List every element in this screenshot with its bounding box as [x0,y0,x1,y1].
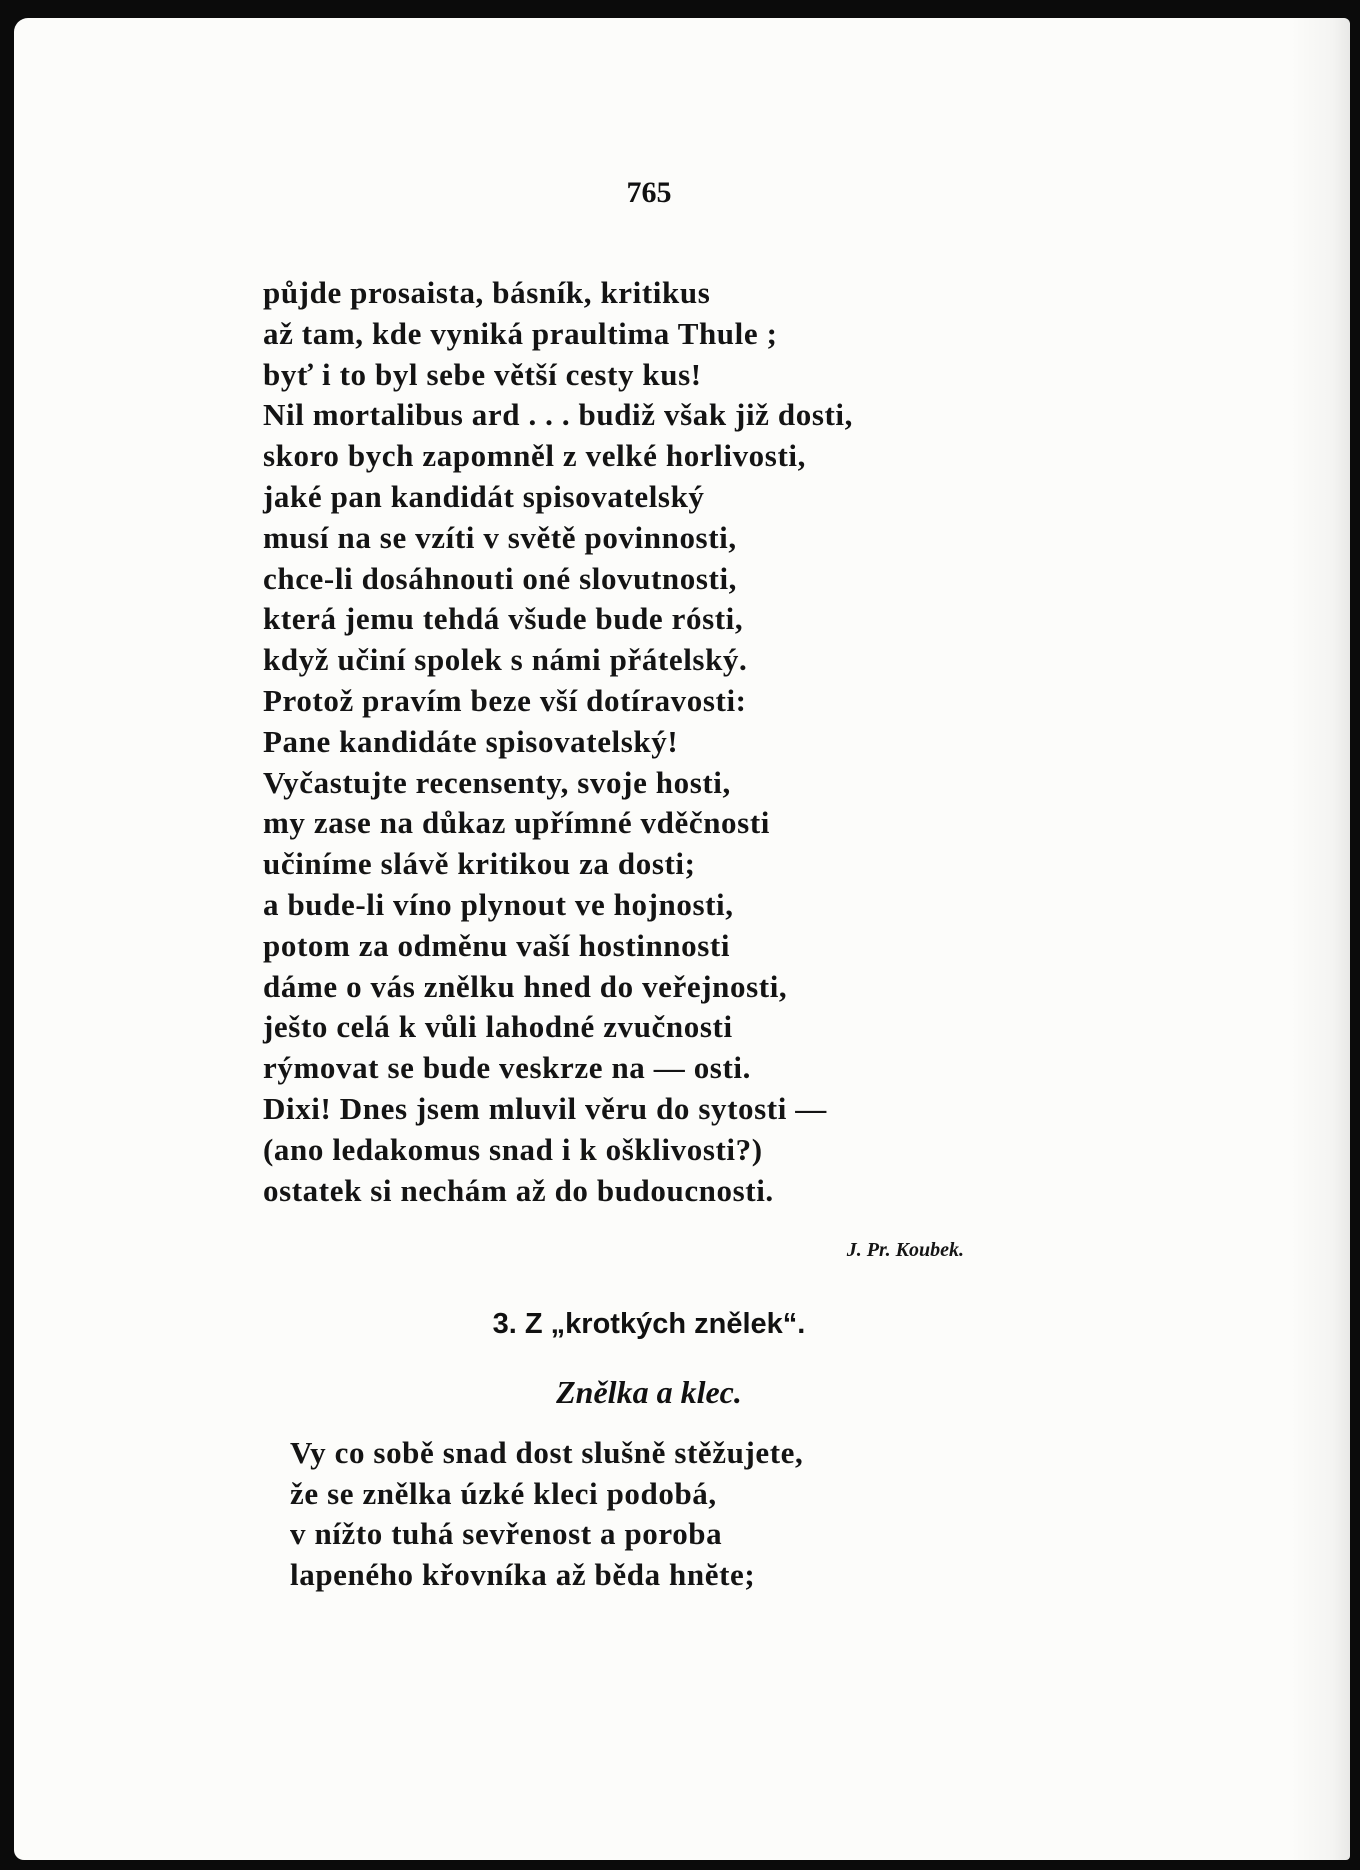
verse-line: když učiní spolek s námi přátelský. [263,642,748,678]
verse-line: musí na se vzíti v světě povinnosti, [263,519,737,555]
page-number: 765 [626,176,672,209]
verse-line: Pane kandidáte spisovatelský! [263,723,679,759]
verse-line: chce-li dosáhnouti oné slovutnosti, [263,560,738,596]
verse-line: (ano ledakomus snad i k ošklivosti?) [263,1131,763,1167]
verse-line: ješto celá k vůli lahodné zvučnosti [263,1009,733,1045]
verse-line: Protož pravím beze vší dotíravosti: [263,682,747,718]
verse-line: jaké pan kandidát spisovatelský [263,478,705,514]
verse-line: my zase na důkaz upřímné vděčnosti [263,805,770,841]
sonnet-text [290,1433,1050,1595]
author-signature: J. Pr. Koubek. [846,1239,964,1261]
verse-line: učiníme slávě kritikou za dosti; [263,846,696,882]
verse-line: rýmovat se bude veskrze na — osti. [263,1050,751,1086]
verse-line: ostatek si nechám až do budoucnosti. [263,1172,774,1208]
poem-continuation [263,273,1023,1211]
verse-line: lapeného křovníka až běda hnĕte; [290,1556,756,1592]
verse-line: byť i to byl sebe větší cesty kus! [263,356,702,392]
verse-line: potom za odměnu vaší hostinnosti [263,927,731,963]
verse-line: že se znělka úzké kleci podobá, [290,1475,717,1511]
book-page [14,18,1350,1860]
verse-line: až tam, kde vyniká praultima Thule ; [263,315,778,351]
verse-line: Vy co sobě snad dost slušně stěžujete, [290,1435,804,1470]
verse-line: Dixi! Dnes jsem mluvil věru do sytosti — [263,1090,827,1126]
verse-line: půjde prosaista, básník, kritikus [263,275,711,310]
verse-line: Vyčastujte recensenty, svoje hosti, [263,764,731,800]
verse-line: a bude-li víno plynout ve hojnosti, [263,886,734,922]
section-heading: 3. Z „krotkých znělek“. [492,1308,806,1340]
sonnet-title: Znělka a klec. [556,1374,742,1410]
verse-line: skoro bych zapomněl z velké horlivosti, [263,438,806,474]
verse-line: Nil mortalibus ard . . . budiž však již dosti, [263,397,853,433]
verse-line: v nížto tuhá sevřenost a poroba [290,1516,723,1551]
verse-line: která jemu tehdá všude bude rósti, [263,601,744,637]
verse-line: dáme o vás znělku hned do veřejnosti, [263,968,788,1004]
scan-shadow [1290,18,1350,1860]
